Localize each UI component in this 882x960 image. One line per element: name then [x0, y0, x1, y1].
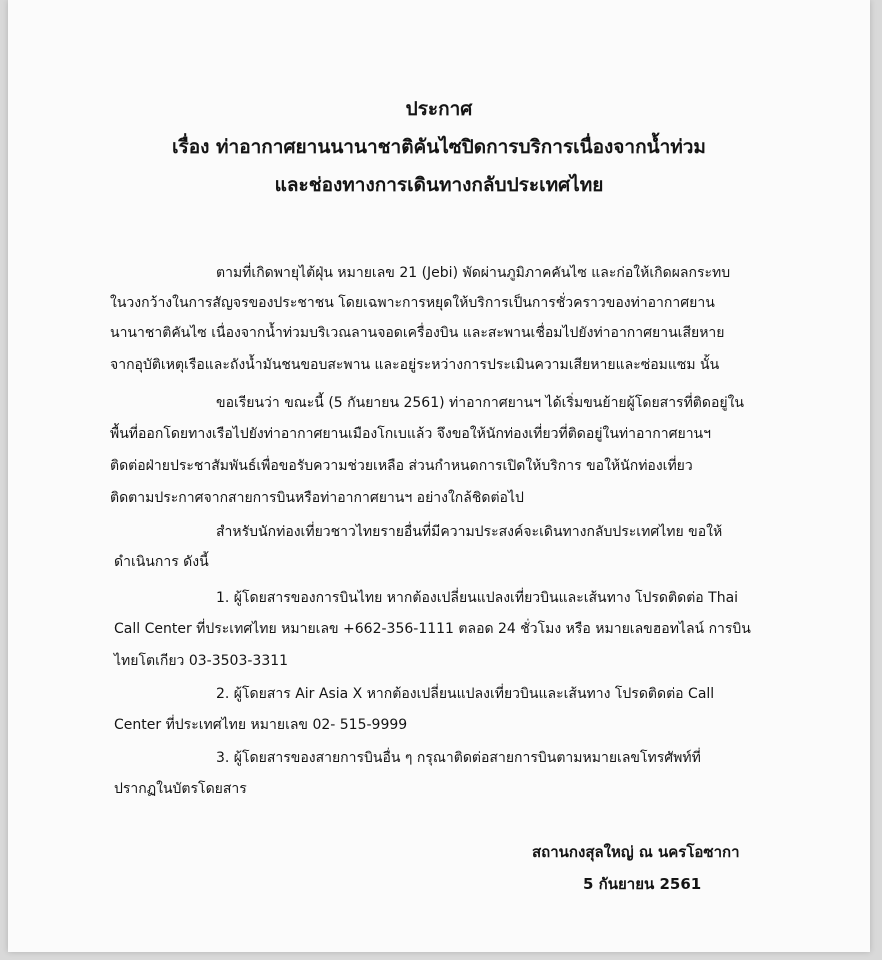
subject-line-1: เรื่อง ท่าอากาศยานนานาชาติคันไซปิดการบริการเนื่องจากน้ำท่วม — [172, 136, 706, 158]
list-item-1-line-2: Call Center ที่ประเทศไทย หมายเลข +662-356-1111 ตลอด 24 ชั่วโมง หรือ หมายเลขฮอทไลน์ การบิน — [114, 621, 751, 637]
paragraph-3-line-2: ดำเนินการ ดังนี้ — [114, 554, 209, 570]
paragraph-1-line-2: ในวงกว้างในการสัญจรของประชาชน โดยเฉพาะการหยุดให้บริการเป็นการชั่วคราวของท่าอากาศยาน — [110, 295, 715, 311]
paragraph-1-line-3: นานาชาติคันไซ เนื่องจากน้ำท่วมบริเวณลานจอดเครื่องบิน และสะพานเชื่อมไปยังท่าอากาศยานเสียหาย — [110, 325, 725, 341]
list-item-1-line-1: 1. ผู้โดยสารของการบินไทย หากต้องเปลี่ยนแปลงเที่ยวบินและเส้นทาง โปรดติดต่อ Thai — [216, 590, 739, 606]
signature-office: สถานกงสุลใหญ่ ณ นครโอซากา — [532, 843, 740, 861]
list-item-3-line-2: ปรากฏในบัตรโดยสาร — [114, 781, 247, 797]
paragraph-1-line-4: จากอุบัติเหตุเรือและถังน้ำมันชนขอบสะพาน และอยู่ระหว่างการประเมินความเสียหายและซ่อมแซม นั้น — [110, 357, 720, 373]
list-item-1-line-3: ไทยโตเกียว 03-3503-3311 — [114, 653, 289, 669]
list-item-2-line-2: Center ที่ประเทศไทย หมายเลข 02- 515-9999 — [114, 717, 408, 733]
paragraph-3-line-1: สำหรับนักท่องเที่ยวชาวไทยรายอื่นที่มีความประสงค์จะเดินทางกลับประเทศไทย ขอให้ — [216, 524, 723, 540]
paragraph-2-line-4: ติดตามประกาศจากสายการบินหรือท่าอากาศยานฯ อย่างใกล้ชิดต่อไป — [110, 490, 524, 506]
announcement-title: ประกาศ — [405, 98, 473, 120]
paragraph-1-line-1: ตามที่เกิดพายุไต้ฝุ่น หมายเลข 21 (Jebi) พัดผ่านภูมิภาคคันไซ และก่อให้เกิดผลกระทบ — [216, 265, 731, 281]
list-item-2-line-1: 2. ผู้โดยสาร Air Asia X หากต้องเปลี่ยนแปลงเที่ยวบินและเส้นทาง โปรดติดต่อ Call — [216, 686, 715, 702]
paragraph-2-line-2: พื้นที่ออกโดยทางเรือไปยังท่าอากาศยานเมืองโกเบแล้ว จึงขอให้นักท่องเที่ยวที่ติดอยู่ในท่าอากาศยานฯ — [110, 426, 711, 442]
signature-date: 5 กันยายน 2561 — [583, 875, 702, 893]
paragraph-2-line-1: ขอเรียนว่า ขณะนี้ (5 กันยายน 2561) ท่าอากาศยานฯ ได้เริ่มขนย้ายผู้โดยสารที่ติดอยู่ใน — [216, 395, 745, 411]
paragraph-2-line-3: ติดต่อฝ่ายประชาสัมพันธ์เพื่อขอรับความช่วยเหลือ ส่วนกำหนดการเปิดให้บริการ ขอให้นักท่องเที่ยว — [110, 458, 693, 474]
document-page — [8, 0, 870, 952]
list-item-3-line-1: 3. ผู้โดยสารของสายการบินอื่น ๆ กรุณาติดต่อสายการบินตามหมายเลขโทรศัพท์ที่ — [216, 750, 701, 766]
subject-line-2: และช่องทางการเดินทางกลับประเทศไทย — [274, 174, 604, 196]
